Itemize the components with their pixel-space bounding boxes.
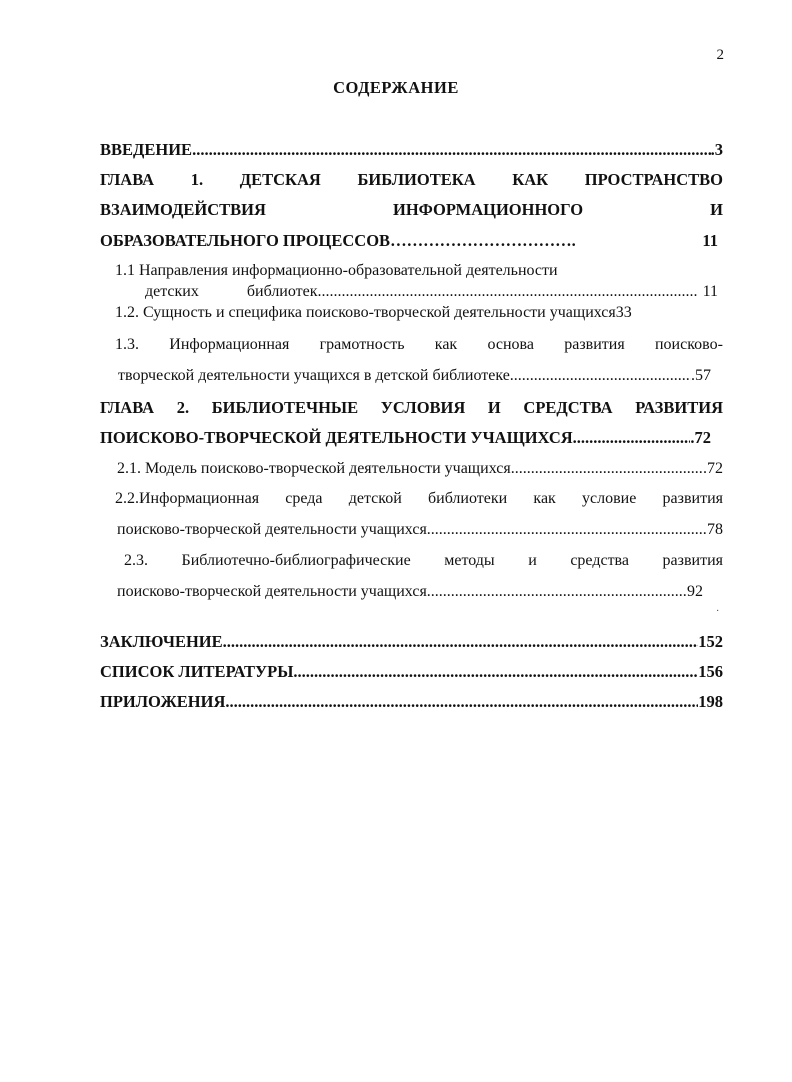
toc-word: БИБЛИОТЕЧНЫЕ <box>211 398 359 417</box>
toc-word: как <box>533 490 556 507</box>
toc-word: ГЛАВА <box>100 398 155 417</box>
toc-leader <box>318 283 697 301</box>
toc-word: поисково- <box>654 336 723 353</box>
toc-page: 92 <box>687 583 703 600</box>
toc-label: 2.1. Модель поисково-творческой деятельности учащихся <box>117 460 511 477</box>
toc-word: 2. <box>176 398 190 417</box>
toc-word: 2.2.Информационная <box>115 490 260 507</box>
toc-leader <box>511 460 703 478</box>
toc-leader <box>225 692 698 712</box>
toc-entry-chapter-1-line-3[interactable] <box>100 231 723 251</box>
toc-word: ГЛАВА <box>100 170 155 189</box>
toc-entry-introduction[interactable] <box>100 140 723 160</box>
toc-leader <box>293 662 698 682</box>
toc-leader <box>427 583 687 601</box>
toc-word: ИНФОРМАЦИОННОГО <box>393 200 584 219</box>
page-number: 2 <box>716 47 724 63</box>
toc-word: среда <box>285 490 323 507</box>
toc-label: ЗАКЛЮЧЕНИЕ <box>100 632 223 651</box>
toc-entry-section-2-3-line-1[interactable] <box>124 552 723 570</box>
toc-word: детских <box>145 283 199 300</box>
toc-page: 156 <box>698 662 723 681</box>
toc-word: СРЕДСТВА <box>523 398 613 417</box>
toc-entry-chapter-1-line-1[interactable] <box>100 170 723 190</box>
toc-page: 152 <box>698 632 723 651</box>
toc-word: методы <box>444 552 495 569</box>
toc-word: грамотность <box>319 336 405 353</box>
page-title: СОДЕРЖАНИЕ <box>333 78 459 97</box>
toc-word: средства <box>570 552 629 569</box>
toc-label: ПОИСКОВО-ТВОРЧЕСКОЙ ДЕЯТЕЛЬНОСТИ УЧАЩИХСЯ <box>100 428 573 447</box>
toc-page: 78 <box>707 521 723 538</box>
toc-entry-section-2-2-line-2[interactable] <box>117 521 723 539</box>
toc-leader <box>573 428 691 448</box>
toc-word: развития <box>662 490 723 507</box>
toc-label: поисково-творческой деятельности учащихся <box>117 521 427 538</box>
toc-word: БИБЛИОТЕКА <box>357 170 476 189</box>
toc-entry-section-2-2-line-1[interactable] <box>115 490 723 508</box>
toc-entry-section-1-3-line-2[interactable] <box>118 367 711 385</box>
toc-label: поисково-творческой деятельности учащихся <box>117 583 427 600</box>
toc-leader <box>510 367 691 385</box>
toc-label: 1.1 Направления информационно-образовательной деятельности <box>115 262 558 279</box>
toc-entry-section-1-2[interactable] <box>115 304 723 322</box>
toc-entry-section-2-3-line-2[interactable] <box>117 583 703 601</box>
toc-page: .72 <box>690 428 711 447</box>
toc-word: РАЗВИТИЯ <box>635 398 723 417</box>
toc-word: И <box>487 398 501 417</box>
toc-word: 1. <box>190 170 204 189</box>
toc-word: 1.3. <box>115 336 139 353</box>
toc-entry-section-1-1-line-1[interactable] <box>115 262 723 280</box>
toc-word: Библиотечно-библиографические <box>181 552 411 569</box>
toc-leader <box>427 521 707 539</box>
toc-word: развития <box>662 552 723 569</box>
toc-label: 1.2. Сущность и специфика поисково-творческой деятельности учащихся <box>115 304 616 321</box>
toc-word: условие <box>582 490 637 507</box>
toc-word: как <box>434 336 458 353</box>
toc-page: .72 <box>703 460 723 477</box>
toc-page: .3 <box>710 140 723 159</box>
toc-entry-section-1-1-line-2[interactable] <box>145 283 718 301</box>
stray-dot-mark: · <box>716 606 720 617</box>
toc-page: 11 <box>702 231 718 250</box>
toc-word: Информационная <box>169 336 290 353</box>
toc-word: И <box>710 200 723 219</box>
toc-word: и <box>528 552 537 569</box>
toc-entry-chapter-2-line-2[interactable] <box>100 428 711 448</box>
toc-entry-literature[interactable] <box>100 662 723 682</box>
toc-entry-appendix[interactable] <box>100 692 723 712</box>
toc-page: 198 <box>698 692 723 711</box>
toc-word: ВЗАИМОДЕЙСТВИЯ <box>100 200 266 219</box>
toc-word: ДЕТСКАЯ <box>239 170 321 189</box>
toc-word: библиотеки <box>427 490 508 507</box>
toc-word: библиотек <box>246 283 318 300</box>
toc-label: ВВЕДЕНИЕ <box>100 140 193 159</box>
toc-leader <box>192 140 711 160</box>
toc-leader <box>223 632 699 652</box>
toc-word: УСЛОВИЯ <box>380 398 466 417</box>
toc-entry-section-2-1[interactable] <box>117 460 723 478</box>
toc-entry-conclusion[interactable] <box>100 632 723 652</box>
toc-page: .57 <box>691 367 711 384</box>
toc-word: КАК <box>512 170 549 189</box>
toc-label: ОБРАЗОВАТЕЛЬНОГО ПРОЦЕССОВ <box>100 231 391 250</box>
toc-label: творческой деятельности учащихся в детской библиотеке <box>118 367 510 384</box>
toc-leader: ……………………………. <box>390 231 576 250</box>
toc-entry-chapter-2-line-1[interactable] <box>100 398 723 418</box>
toc-word: развития <box>564 336 625 353</box>
toc-word: детской <box>348 490 402 507</box>
toc-page: 33 <box>615 304 632 321</box>
toc-label: СПИСОК ЛИТЕРАТУРЫ <box>100 662 294 681</box>
toc-word: ПРОСТРАНСТВО <box>584 170 723 189</box>
toc-label: ПРИЛОЖЕНИЯ <box>100 692 226 711</box>
toc-word: основа <box>487 336 534 353</box>
toc-page: 11 <box>702 283 718 300</box>
toc-entry-chapter-1-line-2[interactable] <box>100 200 723 220</box>
toc-entry-section-1-3-line-1[interactable] <box>115 336 723 354</box>
toc-word: 2.3. <box>124 552 148 569</box>
